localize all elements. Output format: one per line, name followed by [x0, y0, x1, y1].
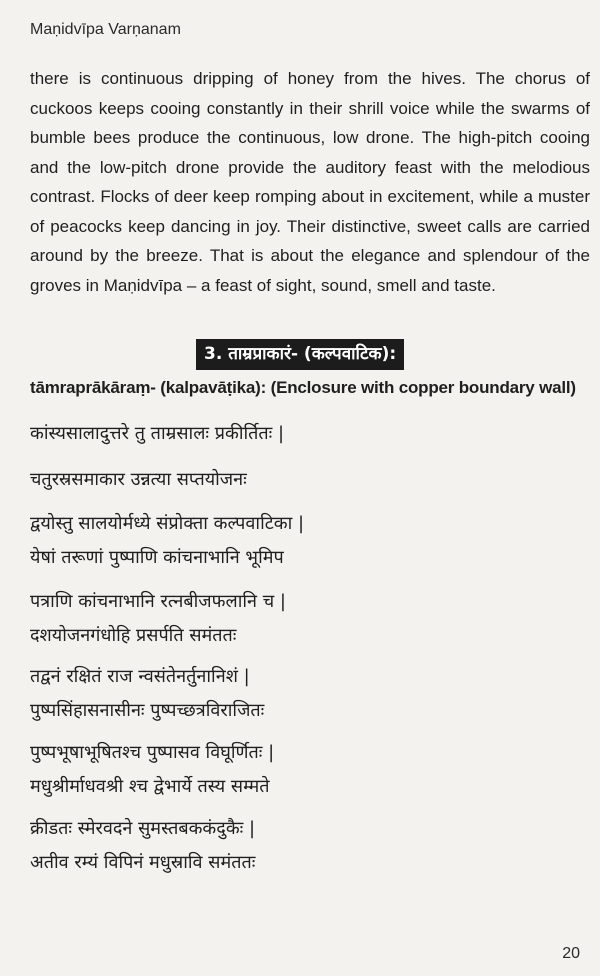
verse-block: [30, 660, 264, 728]
body-paragraph: there is continuous dripping of honey from the hives. The chorus of cuckoos keeps cooing constantly in their shrill voice while the swarms of bumble bees produce the continuous, low drone. The high-pitch cooing and the low-pitch drone provide the auditory feast with the melodious contrast. Flocks of deer keep romping about in excitement, while a muster of peacocks keep dancing in joy. Their distinctive, sweet calls are carried around by the breeze. That is about the elegance and splendour of the groves in Maṇidvīpa – a feast of sight, sound, smell and taste.: [30, 69, 590, 295]
page-number: 20: [562, 945, 580, 962]
verse-line: द्वयोस्तु सालयोर्मध्ये संप्रोक्ता कल्पवाटिका |: [30, 513, 305, 534]
section-heading: 3. ताम्रप्राकारं- (कल्पवाटिक):: [196, 339, 404, 370]
section-transliteration: tāmraprākāraṃ- (kalpavāṭika): (Enclosure with copper boundary wall): [30, 378, 576, 397]
verse-line: पुष्पसिंहासनासीनः पुष्पच्छत्रविराजितः: [30, 700, 265, 721]
verse-line: दशयोजनगंधोहि प्रसर्पति समंततः: [30, 625, 237, 646]
verse-line: पुष्पभूषाभूषितश्च पुष्पासव विघूर्णितः |: [30, 742, 275, 763]
verse-block: [30, 812, 255, 880]
verse-line: क्रीडतः स्मेरवदने सुमस्तबककंदुकैः |: [30, 818, 256, 839]
verse-line: कांस्यसालादुत्तरे तु ताम्रसालः प्रकीर्तितः |: [30, 423, 285, 444]
verse-line: मधुश्रीर्माधवश्री श्च द्वेभार्ये तस्य सम्मते: [30, 776, 270, 797]
verse-line: अतीव रम्यं विपिनं मधुस्रावि समंततः: [30, 852, 256, 873]
verse-block: [30, 736, 274, 804]
verse-block: [30, 507, 304, 575]
verse-block: [30, 417, 284, 451]
verse-line: येषां तरूणां पुष्पाणि कांचनाभानि भूमिप: [30, 547, 284, 568]
verse-line: तद्वनं रक्षितं राज न्वसंतेनर्तुनानिशं |: [30, 666, 250, 687]
verse-line: चतुरस्रसमाकार उन्नत्या सप्तयोजनः: [30, 469, 247, 490]
running-header: Maṇidvīpa Varṇanam: [30, 21, 181, 38]
verse-block: [30, 463, 247, 497]
verse-line: पत्राणि कांचनाभानि रत्नबीजफलानि च |: [30, 591, 286, 612]
verse-block: [30, 585, 286, 653]
